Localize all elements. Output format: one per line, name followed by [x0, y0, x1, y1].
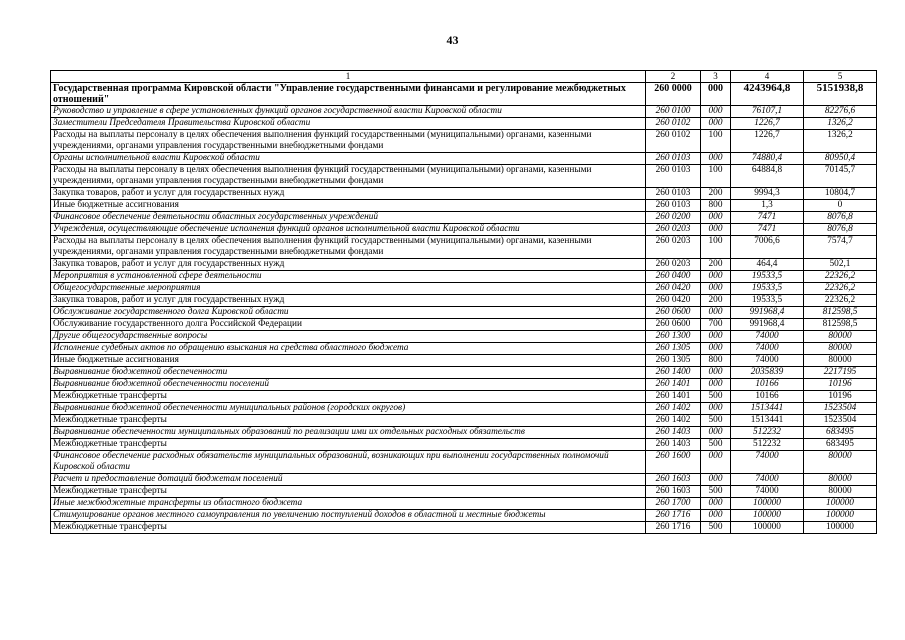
row-type-cell: 000: [701, 474, 731, 486]
row-code-cell: 260 0102: [646, 118, 701, 130]
table-row: [51, 522, 877, 534]
row-type-cell: 100: [701, 130, 731, 153]
row-code-cell: 260 1403: [646, 427, 701, 439]
row-type-cell: 000: [701, 212, 731, 224]
row-type-cell: 200: [701, 295, 731, 307]
row-type-cell: 500: [701, 486, 731, 498]
row-name-cell: Стимулирование органов местного самоуправления по увеличению поступлений доходов в областной и местные бюджеты: [51, 510, 646, 522]
row-value-col4: 74000: [731, 474, 804, 486]
row-value-col4: 512232: [731, 439, 804, 451]
row-value-col5: 70145,7: [804, 165, 877, 188]
row-value-col4: 74000: [731, 355, 804, 367]
column-header: 1: [51, 71, 646, 83]
row-value-col5: 8076,8: [804, 224, 877, 236]
row-type-cell: 000: [701, 343, 731, 355]
row-value-col5: 82276,6: [804, 106, 877, 118]
row-value-col4: 9994,3: [731, 188, 804, 200]
row-code-cell: 260 1700: [646, 498, 701, 510]
row-value-col5: 1523504: [804, 415, 877, 427]
row-code-cell: 260 0203: [646, 259, 701, 271]
row-code-cell: 260 0103: [646, 165, 701, 188]
row-code-cell: 260 0420: [646, 283, 701, 295]
row-code-cell: 260 0100: [646, 106, 701, 118]
table-row: [51, 343, 877, 355]
row-name-cell: Расходы на выплаты персоналу в целях обеспечения выполнения функций государственными (муниципальными) органами, казенными учреждениями, органами управления государственными внебюджетными фондами: [51, 130, 646, 153]
row-type-cell: 000: [701, 451, 731, 474]
row-value-col4: 19533,5: [731, 295, 804, 307]
row-value-col4: 74000: [731, 451, 804, 474]
row-code-cell: 260 1305: [646, 343, 701, 355]
row-value-col4: 100000: [731, 510, 804, 522]
row-value-col4: 10166: [731, 391, 804, 403]
table-row: [51, 331, 877, 343]
row-name-cell: Другие общегосударственные вопросы: [51, 331, 646, 343]
table-row: [51, 295, 877, 307]
table-row: [51, 510, 877, 522]
row-name-cell: Выравнивание бюджетной обеспеченности поселений: [51, 379, 646, 391]
row-value-col5: 80000: [804, 486, 877, 498]
row-value-col5: 80000: [804, 474, 877, 486]
row-value-col4: 10166: [731, 379, 804, 391]
row-name-cell: Мероприятия в установленной сфере деятельности: [51, 271, 646, 283]
row-code-cell: 260 1305: [646, 355, 701, 367]
row-type-cell: 000: [701, 224, 731, 236]
row-value-col5: 8076,8: [804, 212, 877, 224]
row-type-cell: 000: [701, 271, 731, 283]
row-name-cell: Исполнение судебных актов по обращению взыскания на средства областного бюджета: [51, 343, 646, 355]
row-value-col5: 5151938,8: [804, 83, 877, 106]
row-name-cell: Закупка товаров, работ и услуг для государственных нужд: [51, 295, 646, 307]
row-code-cell: 260 1401: [646, 391, 701, 403]
row-value-col4: 100000: [731, 498, 804, 510]
row-value-col5: 0: [804, 200, 877, 212]
table-row: [51, 474, 877, 486]
row-name-cell: Закупка товаров, работ и услуг для государственных нужд: [51, 188, 646, 200]
row-name-cell: Общегосударственные мероприятия: [51, 283, 646, 295]
row-type-cell: 100: [701, 165, 731, 188]
table-row: [51, 439, 877, 451]
table-row: [51, 319, 877, 331]
row-value-col5: 10196: [804, 379, 877, 391]
row-code-cell: 260 1402: [646, 403, 701, 415]
row-name-cell: Иные бюджетные ассигнования: [51, 355, 646, 367]
row-type-cell: 500: [701, 439, 731, 451]
row-code-cell: 260 1403: [646, 439, 701, 451]
row-value-col4: 74880,4: [731, 153, 804, 165]
row-value-col5: 80000: [804, 343, 877, 355]
table-row: [51, 212, 877, 224]
row-code-cell: 260 1600: [646, 451, 701, 474]
row-value-col4: 7006,6: [731, 236, 804, 259]
row-type-cell: 000: [701, 153, 731, 165]
row-value-col5: 10804,7: [804, 188, 877, 200]
table-header-row: [51, 71, 877, 83]
row-value-col4: 991968,4: [731, 307, 804, 319]
row-value-col5: 683495: [804, 427, 877, 439]
row-name-cell: Государственная программа Кировской области "Управление государственными финансами и регулирование межбюджетных отношений": [51, 83, 646, 106]
table-row: [51, 415, 877, 427]
row-value-col5: 80000: [804, 331, 877, 343]
row-code-cell: 260 0103: [646, 188, 701, 200]
row-value-col4: 64884,8: [731, 165, 804, 188]
table-row: [51, 236, 877, 259]
row-code-cell: 260 0600: [646, 319, 701, 331]
table-row: [51, 106, 877, 118]
table-row: [51, 259, 877, 271]
table-row: [51, 153, 877, 165]
row-value-col4: 2035839: [731, 367, 804, 379]
row-type-cell: 000: [701, 379, 731, 391]
row-code-cell: 260 0600: [646, 307, 701, 319]
column-header: 2: [646, 71, 701, 83]
row-code-cell: 260 1603: [646, 474, 701, 486]
row-value-col5: 22326,2: [804, 283, 877, 295]
row-name-cell: Межбюджетные трансферты: [51, 486, 646, 498]
row-name-cell: Расчет и предоставление дотаций бюджетам поселений: [51, 474, 646, 486]
row-name-cell: Заместители Председателя Правительства Кировской области: [51, 118, 646, 130]
table-row: [51, 391, 877, 403]
row-name-cell: Межбюджетные трансферты: [51, 415, 646, 427]
row-name-cell: Иные бюджетные ассигнования: [51, 200, 646, 212]
table-row: [51, 118, 877, 130]
row-value-col5: 7574,7: [804, 236, 877, 259]
row-value-col4: 74000: [731, 486, 804, 498]
column-header: 5: [804, 71, 877, 83]
table-row: [51, 224, 877, 236]
row-code-cell: 260 0000: [646, 83, 701, 106]
row-value-col5: 683495: [804, 439, 877, 451]
row-type-cell: 100: [701, 236, 731, 259]
column-header: 3: [701, 71, 731, 83]
row-type-cell: 000: [701, 367, 731, 379]
row-type-cell: 000: [701, 307, 731, 319]
row-name-cell: Руководство и управление в сфере установленных функций органов государственной власти Кировской области: [51, 106, 646, 118]
row-code-cell: 260 1402: [646, 415, 701, 427]
row-value-col5: 1523504: [804, 403, 877, 415]
row-value-col4: 74000: [731, 343, 804, 355]
row-name-cell: Финансовое обеспечение расходных обязательств муниципальных образований, возникающих при выполнении государственных полномочий Кировской области: [51, 451, 646, 474]
row-name-cell: Учреждения, осуществляющие обеспечение исполнения функций органов исполнительной власти Кировской области: [51, 224, 646, 236]
row-code-cell: 260 0400: [646, 271, 701, 283]
row-value-col4: 1226,7: [731, 130, 804, 153]
table-row: [51, 367, 877, 379]
row-value-col4: 19533,5: [731, 271, 804, 283]
row-value-col4: 1226,7: [731, 118, 804, 130]
row-value-col5: 100000: [804, 498, 877, 510]
row-code-cell: 260 1400: [646, 367, 701, 379]
row-value-col4: 76107,1: [731, 106, 804, 118]
row-value-col4: 74000: [731, 331, 804, 343]
row-value-col5: 812598,5: [804, 307, 877, 319]
row-value-col4: 464,4: [731, 259, 804, 271]
row-type-cell: 800: [701, 200, 731, 212]
row-value-col5: 80000: [804, 355, 877, 367]
row-value-col4: 1513441: [731, 403, 804, 415]
row-name-cell: Межбюджетные трансферты: [51, 522, 646, 534]
row-name-cell: Расходы на выплаты персоналу в целях обеспечения выполнения функций государственными (муниципальными) органами, казенными учреждениями, органами управления государственными внебюджетными фондами: [51, 165, 646, 188]
row-code-cell: 260 0103: [646, 153, 701, 165]
row-type-cell: 000: [701, 118, 731, 130]
row-name-cell: Межбюджетные трансферты: [51, 439, 646, 451]
row-code-cell: 260 1716: [646, 522, 701, 534]
row-value-col5: 80950,4: [804, 153, 877, 165]
row-value-col5: 80000: [804, 451, 877, 474]
row-name-cell: Выравнивание бюджетной обеспеченности: [51, 367, 646, 379]
row-code-cell: 260 1401: [646, 379, 701, 391]
row-value-col5: 22326,2: [804, 271, 877, 283]
row-name-cell: Выравнивание бюджетной обеспеченности муниципальных районов (городских округов): [51, 403, 646, 415]
row-type-cell: 200: [701, 259, 731, 271]
row-type-cell: 800: [701, 355, 731, 367]
table-row: [51, 379, 877, 391]
row-value-col5: 812598,5: [804, 319, 877, 331]
row-code-cell: 260 1716: [646, 510, 701, 522]
row-value-col5: 1326,2: [804, 118, 877, 130]
table-row: [51, 403, 877, 415]
row-value-col5: 100000: [804, 522, 877, 534]
row-code-cell: 260 1603: [646, 486, 701, 498]
row-name-cell: Органы исполнительной власти Кировской области: [51, 153, 646, 165]
row-name-cell: Иные межбюджетные трансферты из областного бюджета: [51, 498, 646, 510]
row-value-col4: 1,3: [731, 200, 804, 212]
table-row: [51, 165, 877, 188]
table-row: [51, 451, 877, 474]
row-code-cell: 260 0103: [646, 200, 701, 212]
row-code-cell: 260 0200: [646, 212, 701, 224]
table-row: [51, 486, 877, 498]
row-type-cell: 200: [701, 188, 731, 200]
page-number: 43: [446, 33, 459, 47]
table-row: [51, 307, 877, 319]
row-type-cell: 000: [701, 83, 731, 106]
row-name-cell: Выравнивание обеспеченности муниципальных образований по реализации ими их отдельных расходных обязательств: [51, 427, 646, 439]
table-row: [51, 283, 877, 295]
row-type-cell: 000: [701, 283, 731, 295]
row-name-cell: Финансовое обеспечение деятельности областных государственных учреждений: [51, 212, 646, 224]
row-value-col4: 991968,4: [731, 319, 804, 331]
row-type-cell: 000: [701, 510, 731, 522]
row-type-cell: 500: [701, 415, 731, 427]
row-code-cell: 260 0102: [646, 130, 701, 153]
row-value-col5: 502,1: [804, 259, 877, 271]
row-type-cell: 000: [701, 403, 731, 415]
row-code-cell: 260 1300: [646, 331, 701, 343]
row-value-col5: 10196: [804, 391, 877, 403]
row-type-cell: 000: [701, 331, 731, 343]
table-row: [51, 271, 877, 283]
table-body: [51, 83, 877, 534]
row-type-cell: 500: [701, 391, 731, 403]
row-name-cell: Межбюджетные трансферты: [51, 391, 646, 403]
row-value-col5: 1326,2: [804, 130, 877, 153]
table-row: [51, 130, 877, 153]
row-type-cell: 500: [701, 522, 731, 534]
row-code-cell: 260 0420: [646, 295, 701, 307]
row-value-col5: 100000: [804, 510, 877, 522]
row-type-cell: 700: [701, 319, 731, 331]
table-row: [51, 200, 877, 212]
table-row: [51, 188, 877, 200]
row-code-cell: 260 0203: [646, 224, 701, 236]
row-value-col5: 22326,2: [804, 295, 877, 307]
row-name-cell: Обслуживание государственного долга Кировской области: [51, 307, 646, 319]
row-value-col4: 100000: [731, 522, 804, 534]
row-type-cell: 000: [701, 498, 731, 510]
row-value-col4: 19533,5: [731, 283, 804, 295]
row-value-col4: 1513441: [731, 415, 804, 427]
budget-table: [50, 70, 877, 534]
row-value-col4: 512232: [731, 427, 804, 439]
row-type-cell: 000: [701, 427, 731, 439]
column-header: 4: [731, 71, 804, 83]
row-type-cell: 000: [701, 106, 731, 118]
row-value-col4: 4243964,8: [731, 83, 804, 106]
row-name-cell: Закупка товаров, работ и услуг для государственных нужд: [51, 259, 646, 271]
row-name-cell: Обслуживание государственного долга Российской Федерации: [51, 319, 646, 331]
row-name-cell: Расходы на выплаты персоналу в целях обеспечения выполнения функций государственными (муниципальными) органами, казенными учреждениями, органами управления государственными внебюджетными фондами: [51, 236, 646, 259]
row-value-col5: 2217195: [804, 367, 877, 379]
row-value-col4: 7471: [731, 224, 804, 236]
table-row: [51, 427, 877, 439]
table-row: [51, 355, 877, 367]
table-row: [51, 498, 877, 510]
row-value-col4: 7471: [731, 212, 804, 224]
table-row: [51, 83, 877, 106]
row-code-cell: 260 0203: [646, 236, 701, 259]
